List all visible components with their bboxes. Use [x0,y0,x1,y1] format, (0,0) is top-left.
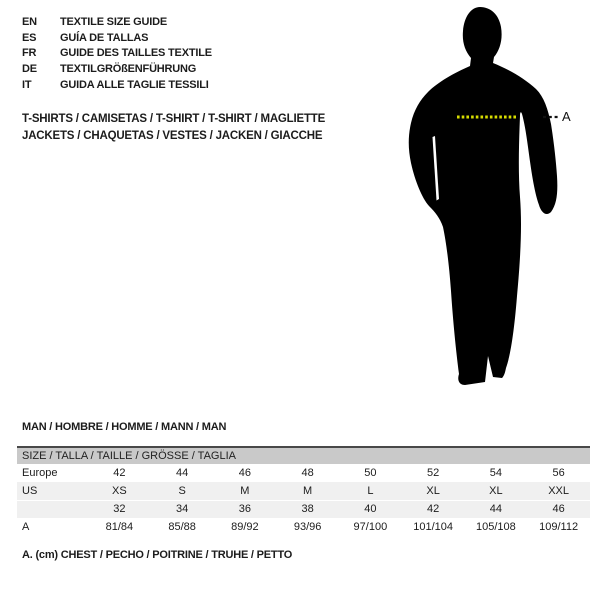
table-row-us [17,482,590,500]
size-cell: 36 [238,503,251,515]
language-code: ES [22,31,37,44]
table-row-europe [17,464,590,482]
size-cell: 105/108 [475,521,516,533]
language-guide-list [22,15,212,93]
section-title-man: MAN / HOMBRE / HOMME / MANN / MAN [22,421,227,433]
size-cell: L [367,485,374,497]
language-label: GUIDE DES TAILLES TEXTILE [60,47,212,60]
size-cell: 89/92 [231,521,259,533]
size-cell: 42 [427,503,440,515]
size-cell: 44 [489,503,502,515]
language-code: EN [22,16,37,28]
language-label: GUÍA DE TALLAS [60,31,149,44]
row-label: Europe [22,467,58,479]
size-cell: XL [489,485,503,497]
language-code: DE [22,63,37,76]
size-cell: 44 [176,467,189,479]
size-table [17,446,590,536]
language-label: TEXTILE SIZE GUIDE [60,16,168,28]
size-cell: M [303,485,313,497]
measure-label-a: A [562,109,571,124]
language-code: IT [22,78,32,91]
language-code: FR [22,47,37,60]
man-silhouette [400,0,575,400]
man-silhouette-shape [409,7,558,385]
language-row-es [22,31,212,47]
size-cell: 40 [364,503,377,515]
size-cell: 46 [238,467,251,479]
row-label: US [22,485,38,497]
size-cell: 81/84 [105,521,134,533]
size-cell: XS [112,485,127,497]
language-row-it [22,78,212,94]
size-cell: 52 [427,467,440,479]
size-cell: S [178,485,186,497]
row-label: A [22,521,30,533]
language-label: TEXTILGRÖßENFÜHRUNG [60,63,197,76]
size-cell: M [240,485,250,497]
size-cell: 34 [176,503,189,515]
size-cell: 85/88 [168,521,196,533]
footnote-chest: A. (cm) CHEST / PECHO / POITRINE / TRUHE / PETTO [22,549,293,561]
size-cell: 93/96 [293,521,322,533]
table-row-uk [17,500,590,518]
table-row-chest [17,518,590,536]
category-title-jackets: JACKETS / CHAQUETAS / VESTES / JACKEN / GIACCHE [22,130,323,142]
size-cell: 48 [301,467,314,479]
size-cell: 50 [364,467,377,479]
size-cell: 46 [552,503,565,515]
size-cell: XL [426,485,440,497]
size-cell: 32 [113,503,126,515]
category-title-tshirts: T-SHIRTS / CAMISETAS / T-SHIRT / T-SHIRT / MAGLIETTE [22,113,326,125]
size-cell: 56 [552,467,565,479]
category-titles [22,111,325,145]
language-row-fr [22,46,212,62]
size-cell: 54 [489,467,502,479]
size-cell: 97/100 [353,521,388,533]
size-cell: 101/104 [413,521,453,533]
row-label [17,501,88,518]
language-row-de [22,62,212,78]
table-header: SIZE / TALLA / TAILLE / GRÖSSE / TAGLIA [17,448,590,464]
size-cell: 42 [113,467,126,479]
size-cell: 109/112 [539,521,579,533]
size-cell: 38 [301,503,314,515]
size-cell: XXL [548,485,570,497]
language-label: GUIDA ALLE TAGLIE TESSILI [60,78,209,91]
language-row-en [22,15,212,31]
